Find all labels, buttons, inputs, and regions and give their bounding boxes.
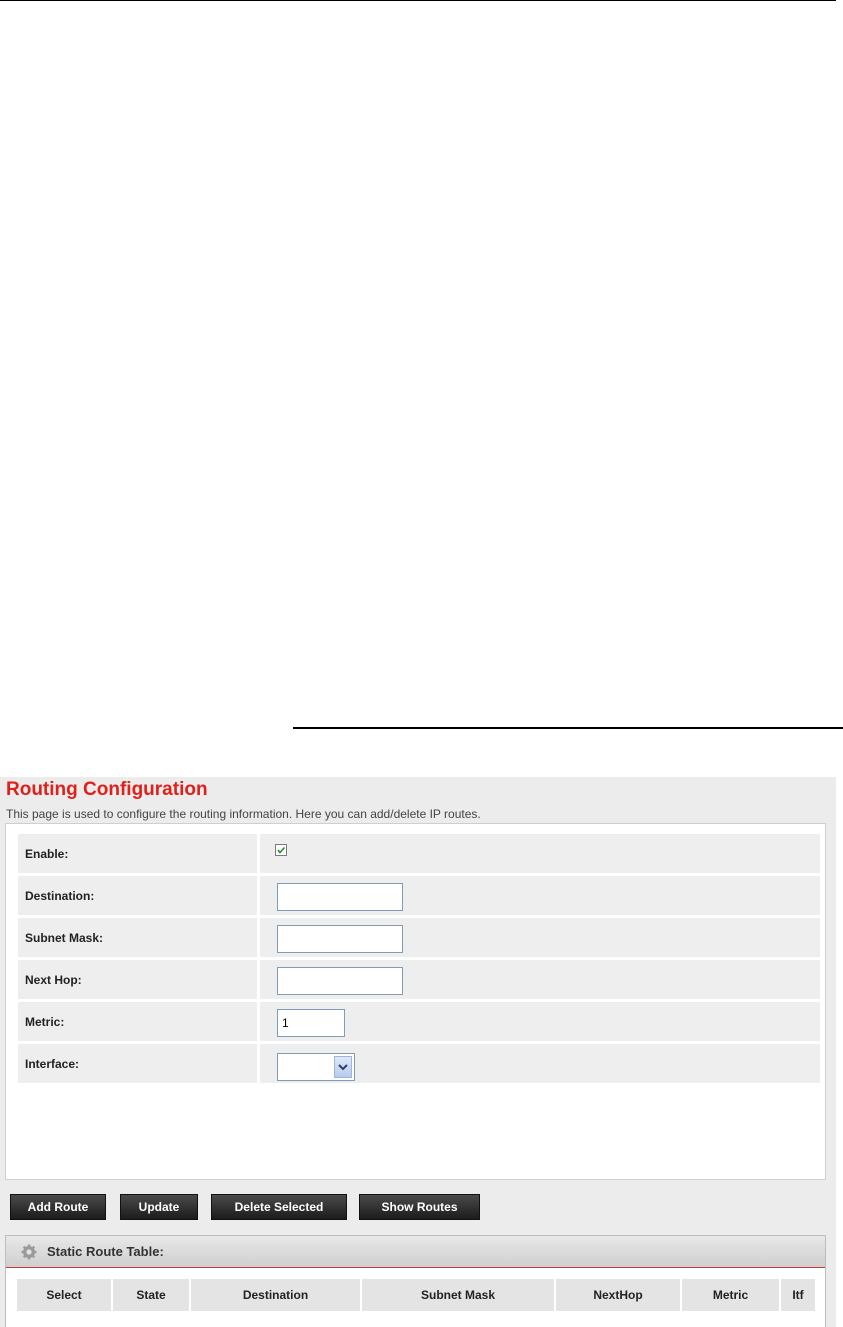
subnet-mask-input[interactable]: [277, 925, 403, 953]
subnet-row: [18, 918, 820, 957]
page-description: This page is used to configure the routing information. Here you can add/delete IP routes.: [6, 807, 481, 821]
enable-row: [18, 834, 820, 873]
interface-select[interactable]: [277, 1053, 355, 1081]
dropdown-arrow[interactable]: [334, 1056, 352, 1078]
enable-label: Enable:: [25, 847, 69, 861]
col-nexthop: NextHop: [556, 1279, 680, 1311]
add-route-button[interactable]: Add Route: [10, 1194, 106, 1220]
update-button[interactable]: Update: [120, 1194, 198, 1220]
nexthop-row: [18, 960, 820, 999]
col-itf: Itf: [781, 1279, 815, 1311]
gear-icon: [21, 1244, 37, 1260]
show-routes-button[interactable]: Show Routes: [359, 1194, 480, 1220]
chevron-down-icon: [338, 1063, 348, 1071]
top-rule: [0, 0, 836, 1]
interface-label: Interface:: [25, 1057, 80, 1071]
delete-selected-button[interactable]: Delete Selected: [211, 1194, 347, 1220]
route-form: [5, 823, 826, 1180]
subnet-mask-label: Subnet Mask:: [25, 931, 104, 945]
page-title: Routing Configuration: [6, 779, 208, 800]
destination-row: [18, 876, 820, 915]
col-metric: Metric: [682, 1279, 779, 1311]
metric-label: Metric:: [25, 1015, 65, 1029]
next-hop-input[interactable]: [277, 967, 403, 995]
col-select: Select: [17, 1279, 111, 1311]
destination-input[interactable]: [277, 883, 403, 911]
destination-label: Destination:: [25, 889, 95, 903]
metric-input[interactable]: [277, 1009, 345, 1037]
next-hop-label: Next Hop:: [25, 973, 82, 987]
table-title: Static Route Table:: [47, 1244, 164, 1259]
check-icon: [276, 845, 286, 855]
col-state: State: [113, 1279, 189, 1311]
enable-checkbox[interactable]: [275, 844, 287, 856]
metric-row: [18, 1002, 820, 1041]
table-header-bar: [6, 1236, 825, 1268]
separator-rule: [293, 727, 843, 729]
col-destination: Destination: [191, 1279, 360, 1311]
interface-row: [18, 1044, 820, 1083]
col-subnet-mask: Subnet Mask: [362, 1279, 554, 1311]
